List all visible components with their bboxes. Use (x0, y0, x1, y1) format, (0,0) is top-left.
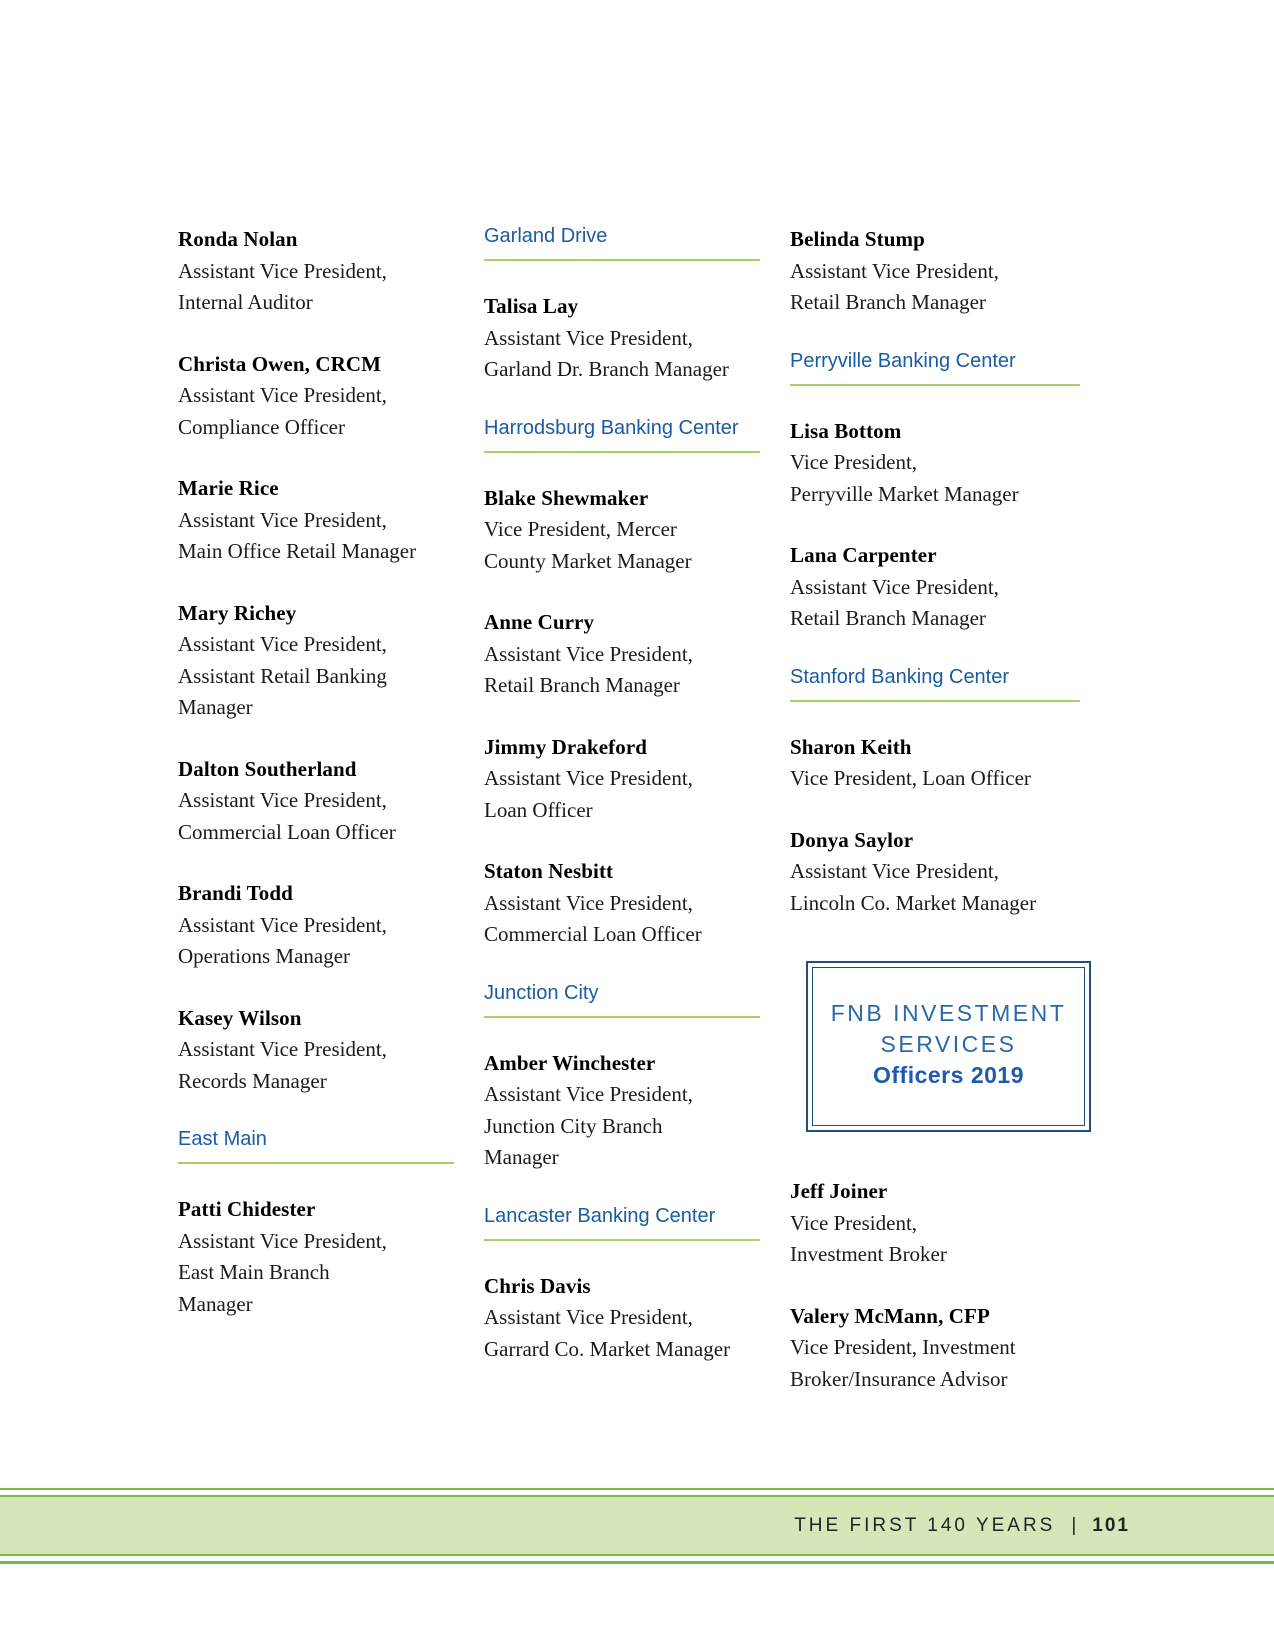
officer-title-line: Internal Auditor (178, 290, 313, 314)
officer-title-line: Assistant Vice President, (178, 912, 387, 937)
officer-title-line: Lincoln Co. Market Manager (790, 890, 1037, 915)
officer-column (484, 224, 760, 1425)
officer-title-line: Assistant Vice President, (484, 890, 693, 915)
officer-name: Chris Davis (484, 1273, 591, 1298)
officer-title-line: Assistant Vice President, (484, 1305, 693, 1329)
officer-title-line: Retail Branch Manager (484, 673, 680, 697)
officer-name: Dalton Southerland (178, 756, 357, 781)
officer-title-line: Garrard Co. Market Manager (484, 1336, 731, 1361)
investment-services-box-inner (812, 967, 1085, 1126)
officer-title-line: Loan Officer (484, 797, 593, 822)
officer-name: Staton Nesbitt (484, 859, 614, 883)
footer-text (794, 1515, 1130, 1537)
officer-title-line: Garland Dr. Branch Manager (484, 357, 729, 381)
officer-title-line: Compliance Officer (178, 414, 345, 439)
section-heading: Lancaster Banking Center (484, 1204, 760, 1241)
officer-name: Jimmy Drakeford (484, 734, 648, 759)
officer-title-line: Assistant Vice President, (178, 1037, 387, 1061)
officer-entry (790, 732, 1080, 795)
officer-name: Brandi Todd (178, 881, 293, 905)
officer-entry (178, 1194, 454, 1320)
officer-title-line: Perryville Market Manager (790, 481, 1019, 506)
officer-entry (790, 1176, 1080, 1271)
officer-name: Amber Winchester (484, 1050, 656, 1075)
officer-title-line: Assistant Vice President, (178, 383, 387, 407)
officer-title-line: Broker/Insurance Advisor (790, 1366, 1008, 1391)
officer-title-line: Investment Broker (790, 1242, 947, 1266)
officer-name: Anne Curry (484, 610, 595, 634)
footer-title: THE FIRST 140 YEARS (794, 1514, 1056, 1536)
officer-name: Lana Carpenter (790, 543, 937, 567)
investment-box-title-line: FNB INVESTMENT (830, 1000, 1067, 1026)
officer-title-line: Assistant Vice President, (790, 859, 999, 883)
officer-entry (790, 540, 1080, 635)
officer-name: Kasey Wilson (178, 1005, 302, 1030)
officer-entry (178, 1003, 454, 1098)
officer-entry (178, 598, 454, 724)
footer-bottom-rule (0, 1561, 1274, 1564)
investment-box-title-line: SERVICES (880, 1031, 1017, 1057)
officer-entry (484, 1271, 760, 1366)
officer-entry (484, 607, 760, 702)
officer-title-line: Assistant Vice President, (178, 1228, 387, 1253)
officer-title-line: Junction City Branch (484, 1113, 663, 1138)
officer-title-line: Vice President, (790, 1210, 918, 1235)
section-heading: Garland Drive (484, 224, 760, 261)
officer-name: Valery McMann, CFP (790, 1303, 990, 1328)
officer-title-line: Vice President, Loan Officer (790, 766, 1031, 790)
officer-entry (790, 224, 1080, 319)
officer-name: Patti Chidester (178, 1197, 316, 1221)
officer-entry (790, 1301, 1080, 1396)
officer-title-line: Assistant Vice President, (178, 507, 387, 532)
officer-name: Belinda Stump (790, 227, 925, 251)
investment-box-subtitle: Officers 2019 (873, 1062, 1024, 1088)
investment-services-box (806, 961, 1091, 1132)
officer-name: Blake Shewmaker (484, 485, 649, 510)
officer-title-line: Assistant Vice President, (178, 788, 387, 812)
officer-title-line: Assistant Vice President, (484, 641, 693, 666)
officer-title-line: Commercial Loan Officer (484, 922, 702, 946)
officer-title-line: Manager (178, 695, 253, 719)
officer-name: Lisa Bottom (790, 418, 902, 443)
officer-entry (484, 291, 760, 386)
section-heading: Perryville Banking Center (790, 349, 1080, 386)
officer-name: Marie Rice (178, 476, 279, 500)
officer-title-line: Vice President, Investment (790, 1335, 1016, 1359)
officer-title-line: Assistant Vice President, (178, 632, 387, 656)
officer-entry (178, 473, 454, 568)
officer-title-line: Commercial Loan Officer (178, 819, 396, 844)
officer-title-line: Manager (484, 1145, 559, 1169)
officer-column (790, 224, 1080, 1425)
officer-title-line: County Market Manager (484, 548, 692, 573)
officer-title-line: Assistant Vice President, (484, 1082, 693, 1106)
footer-band (0, 1495, 1274, 1556)
officer-title-line: Assistant Vice President, (484, 766, 693, 790)
section-heading: East Main (178, 1127, 454, 1164)
section-heading: Stanford Banking Center (790, 665, 1080, 702)
officer-title-line: Assistant Vice President, (484, 325, 693, 350)
footer-top-rule (0, 1488, 1274, 1490)
footer-separator: | (1071, 1514, 1077, 1536)
officer-entry (484, 483, 760, 578)
officer-name: Sharon Keith (790, 734, 912, 759)
officer-entry (178, 349, 454, 444)
officer-name: Talisa Lay (484, 294, 579, 318)
officer-title-line: Manager (178, 1291, 253, 1316)
officer-entry (790, 825, 1080, 920)
officer-title-line: Assistant Vice President, (178, 258, 387, 283)
officer-title-line: Assistant Vice President, (790, 258, 999, 283)
officer-name: Mary Richey (178, 600, 297, 625)
section-heading: Junction City (484, 981, 760, 1018)
officer-column (178, 224, 454, 1425)
officer-title-line: Assistant Vice President, (790, 574, 999, 599)
officer-entry (484, 732, 760, 827)
officer-columns (178, 224, 1080, 1425)
officer-name: Jeff Joiner (790, 1179, 888, 1203)
officer-title-line: Assistant Retail Banking (178, 663, 387, 688)
officer-entry (484, 856, 760, 951)
officer-entry (178, 878, 454, 973)
officer-entry (484, 1048, 760, 1174)
officer-title-line: East Main Branch (178, 1260, 330, 1284)
officer-entry (178, 224, 454, 319)
officer-title-line: Vice President, (790, 450, 918, 474)
officer-entry (790, 416, 1080, 511)
officer-title-line: Retail Branch Manager (790, 290, 986, 314)
officer-name: Ronda Nolan (178, 227, 298, 251)
officer-title-line: Retail Branch Manager (790, 606, 986, 630)
officer-title-line: Vice President, Mercer (484, 517, 677, 541)
officer-entry (178, 754, 454, 849)
officer-title-line: Main Office Retail Manager (178, 539, 417, 563)
officer-title-line: Operations Manager (178, 944, 351, 968)
officer-name: Christa Owen, CRCM (178, 351, 382, 376)
section-heading: Harrodsburg Banking Center (484, 416, 760, 453)
officer-name: Donya Saylor (790, 827, 914, 852)
footer-page-number: 101 (1092, 1514, 1130, 1536)
officer-title-line: Records Manager (178, 1068, 327, 1093)
